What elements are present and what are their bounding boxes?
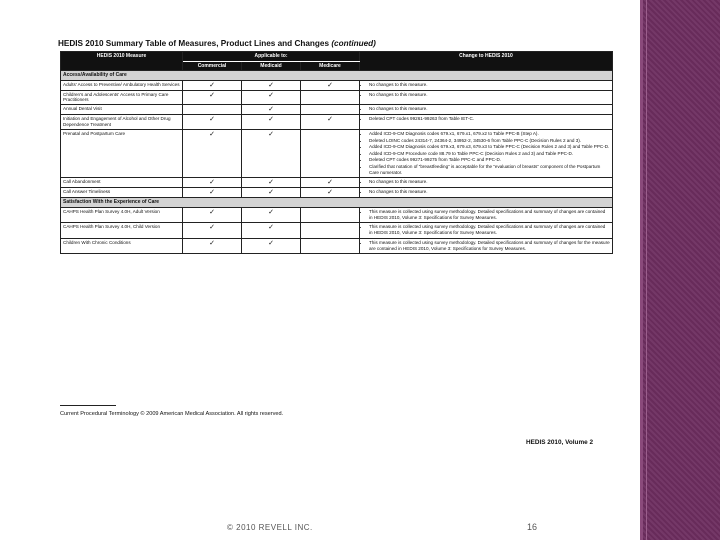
commercial-check-icon: ✓ (183, 178, 242, 188)
change-list (362, 240, 610, 252)
medicare-check-icon: ✓ (301, 188, 360, 198)
change-item: • No changes to this measure. (369, 189, 610, 195)
medicare-check-icon: ✓ (301, 115, 360, 130)
change-item: • Added ICD-9-CM Procedure code 88.79 to Table PPC-C (Decision Rules 2 and 3) and Table PPC-D. (369, 151, 610, 157)
section-title: Satisfaction With the Experience of Care (61, 198, 613, 208)
measure-name: CAHPS Health Plan Survey 4.0H, Adult Version (61, 207, 183, 222)
medicare-check-icon (301, 223, 360, 238)
medicare-check-icon (301, 207, 360, 222)
change-list (362, 209, 610, 221)
medicare-check-icon (301, 130, 360, 178)
header-change: Change to HEDIS 2010 (360, 52, 613, 71)
change-item: • Added ICD-9-CM Diagnosis codes 679.x1, 679.x1, 679.x2 to Table PPC-B (Step A). (369, 131, 610, 137)
medicare-check-icon (301, 105, 360, 115)
table-row (61, 178, 613, 188)
slide-copyright: © 2010 REVELL INC. (227, 523, 313, 532)
medicare-check-icon: ✓ (301, 80, 360, 90)
change-item: • This measure is collected using survey methodology. Detailed specifications and summary of changes for the measure are contained in HEDIS 2010, Volume 3: Specifications for Survey Measures. (369, 240, 610, 252)
measure-name: Call Answer Timeliness (61, 188, 183, 198)
section-title: Access/Availability of Care (61, 71, 613, 81)
change-item: • This measure is collected using survey methodology. Detailed specifications and summary of changes are contained in HEDIS 2010, Volume 3: Specifications for Survey Measures. (369, 209, 610, 221)
medicaid-check-icon: ✓ (242, 188, 301, 198)
change-cell (360, 207, 613, 222)
table-row (61, 130, 613, 178)
side-band-edge (640, 0, 643, 540)
table-row (61, 223, 613, 238)
change-list (362, 106, 610, 112)
change-cell (360, 130, 613, 178)
change-list (362, 189, 610, 195)
section-row (61, 71, 613, 81)
table-row (61, 238, 613, 253)
medicaid-check-icon: ✓ (242, 238, 301, 253)
measure-name: Call Abandonment (61, 178, 183, 188)
measure-name: Children With Chronic Conditions (61, 238, 183, 253)
footnote: Current Procedural Terminology © 2009 American Medical Association. All rights reserved. (60, 411, 284, 417)
commercial-check-icon: ✓ (183, 130, 242, 178)
volume-label: HEDIS 2010, Volume 2 (526, 439, 594, 446)
footnote-divider (60, 405, 116, 406)
change-item: • No changes to this measure. (369, 82, 610, 88)
commercial-check-icon: ✓ (183, 223, 242, 238)
change-list (362, 131, 610, 175)
medicaid-check-icon: ✓ (242, 223, 301, 238)
change-cell (360, 80, 613, 90)
change-item: • No changes to this measure. (369, 179, 610, 185)
medicaid-check-icon: ✓ (242, 115, 301, 130)
commercial-check-icon: ✓ (183, 188, 242, 198)
change-cell (360, 238, 613, 253)
medicaid-check-icon: ✓ (242, 105, 301, 115)
header-applicable: Applicable to: (183, 52, 360, 62)
table-row (61, 207, 613, 222)
commercial-check-icon: ✓ (183, 115, 242, 130)
decorative-side-band (640, 0, 720, 540)
table-row (61, 80, 613, 90)
medicaid-check-icon: ✓ (242, 130, 301, 178)
measure-name: Prenatal and Postpartum Care (61, 130, 183, 178)
header-measure: HEDIS 2010 Measure (61, 52, 183, 71)
section-row (61, 198, 613, 208)
header-commercial: Commercial (183, 61, 242, 71)
change-item: • Deleted CPT codes 99261-99263 from Table IET-C. (369, 116, 610, 122)
medicaid-check-icon: ✓ (242, 90, 301, 105)
slide-page-number: 16 (527, 522, 538, 532)
table-row (61, 105, 613, 115)
commercial-check-icon: ✓ (183, 238, 242, 253)
medicaid-check-icon: ✓ (242, 178, 301, 188)
document-title-text: HEDIS 2010 Summary Table of Measures, Product Lines and Changes (58, 39, 330, 48)
change-item: • Added ICD-9-CM Diagnosis codes 679.x3, 679.x3, 679.x3 to Table PPC-C (Decision Rules 2 and 3) and Table PPC-D. (369, 144, 610, 150)
change-item: • Deleted LOINC codes 24314-7, 24364-2, 34952-2, 34530-6 from Table PPC-C (Decision Rules 2 and 3). (369, 138, 610, 144)
document-title (58, 39, 376, 48)
change-list (362, 92, 610, 98)
header-medicare: Medicare (301, 61, 360, 71)
change-list (362, 224, 610, 236)
table-row (61, 188, 613, 198)
change-item: • No changes to this measure. (369, 106, 610, 112)
table-body (61, 71, 613, 254)
change-cell (360, 178, 613, 188)
commercial-check-icon: ✓ (183, 80, 242, 90)
measure-name: Adults' Access to Preventive/ Ambulatory Health Services (61, 80, 183, 90)
table-row (61, 90, 613, 105)
commercial-check-icon: ✓ (183, 90, 242, 105)
measures-table (60, 51, 613, 254)
change-list (362, 179, 610, 185)
measure-name: Annual Dental Visit (61, 105, 183, 115)
change-cell (360, 223, 613, 238)
change-list (362, 82, 610, 88)
commercial-check-icon: ✓ (183, 207, 242, 222)
medicare-check-icon (301, 90, 360, 105)
side-band-inner-line (646, 0, 647, 540)
header-row-top (61, 52, 613, 62)
header-medicaid: Medicaid (242, 61, 301, 71)
medicaid-check-icon: ✓ (242, 207, 301, 222)
change-item: • This measure is collected using survey methodology. Detailed specifications and summary of changes are contained in HEDIS 2010, Volume 3: Specifications for Survey Measures. (369, 224, 610, 236)
measure-name: CAHPS Health Plan Survey 4.0H, Child Version (61, 223, 183, 238)
measure-name: Children's and Adolescents' Access to Primary Care Practitioners (61, 90, 183, 105)
measure-name: Initiation and Engagement of Alcohol and Other Drug Dependence Treatment (61, 115, 183, 130)
medicare-check-icon: ✓ (301, 178, 360, 188)
change-cell (360, 188, 613, 198)
commercial-check-icon (183, 105, 242, 115)
change-cell (360, 90, 613, 105)
change-cell (360, 115, 613, 130)
medicaid-check-icon: ✓ (242, 80, 301, 90)
change-item: • No changes to this measure. (369, 92, 610, 98)
document-title-suffix: (continued) (331, 39, 376, 48)
change-cell (360, 105, 613, 115)
change-list (362, 116, 610, 122)
change-item: • Clarified that notation of “breastfeeding” is acceptable for the “evaluation of breasts” component of the Postpartum Care numerator. (369, 164, 610, 176)
medicare-check-icon (301, 238, 360, 253)
table-row (61, 115, 613, 130)
change-item: • Deleted CPT codes 99271-99275 from Table PPC-C and PPC-D. (369, 157, 610, 163)
